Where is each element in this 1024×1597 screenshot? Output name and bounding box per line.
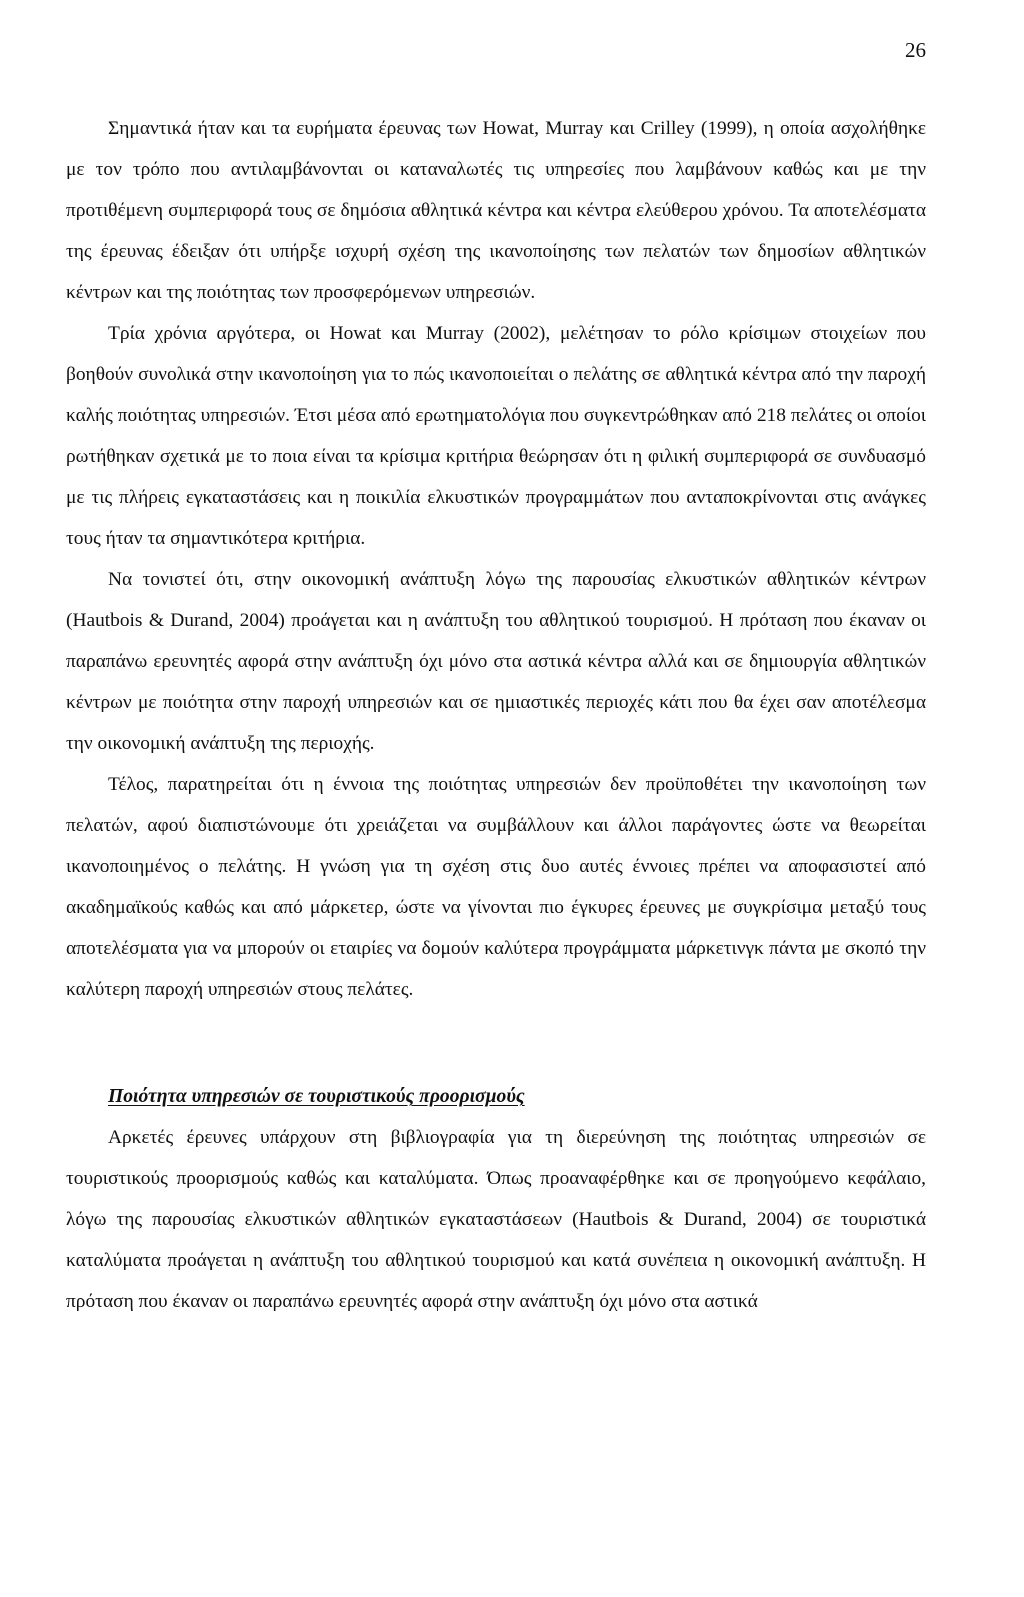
page-number: 26: [905, 38, 926, 62]
paragraph-economic-development: Να τονιστεί ότι, στην οικονομική ανάπτυξη λόγω της παρουσίας ελκυστικών αθλητικών κέντρων (Hautbois & Durand, 2004) προάγεται και η ανάπτυξη του αθλητικού τουρισμού. Η πρόταση που έκαναν οι παραπάνω ερευνητές αφορά στην ανάπτυξη όχι μόνο στα αστικά κέντρα αλλά και σε δημιουργία αθλητικών κέντρων με ποιότητα στην παροχή υπηρεσιών και σε ημιαστικές περιοχές κάτι που θα έχει σαν αποτέλεσμα την οικονομική ανάπτυξη της περιοχής.: [66, 569, 926, 754]
paragraph-howat-murray-2002: Τρία χρόνια αργότερα, οι Howat και Murray (2002), μελέτησαν το ρόλο κρίσιμων στοιχείων που βοηθούν συνολικά στην ικανοποίηση για το πώς ικανοποιείται ο πελάτης σε αθλητικά κέντρα από την παροχή καλής ποιότητας υπηρεσιών. Έτσι μέσα από ερωτηματολόγια που συγκεντρώθηκαν από 218 πελάτες οι οποίοι ρωτήθηκαν σχετικά με το ποια είναι τα κρίσιμα κριτήρια θεώρησαν ότι η φιλική συμπεριφορά σε συνδυασμό με τις πλήρεις εγκαταστάσεις και η ποικιλία ελκυστικών προγραμμάτων που ανταποκρίνονται στις ανάγκες τους ήταν τα σημαντικότερα κριτήρια.: [66, 323, 926, 549]
paragraph-conclusion: Τέλος, παρατηρείται ότι η έννοια της ποιότητας υπηρεσιών δεν προϋποθέτει την ικανοποίηση των πελατών, αφού διαπιστώνουμε ότι χρειάζεται να συμβάλλουν και άλλοι παράγοντες ώστε να θεωρείται ικανοποιημένος ο πελάτης. Η γνώση για τη σχέση στις δυο αυτές έννοιες πρέπει να αποφασιστεί από ακαδημαϊκούς καθώς και από μάρκετερ, ώστε να γίνονται πιο έγκυρες έρευνες με συγκρίσιμα μεταξύ τους αποτελέσματα για να μπορούν οι εταιρίες να δομούν καλύτερα προγράμματα μάρκετινγκ πάντα με σκοπό την καλύτερη παροχή υπηρεσιών στους πελάτες.: [66, 774, 926, 1000]
paragraph-tourist-destinations: Αρκετές έρευνες υπάρχουν στη βιβλιογραφία για τη διερεύνηση της ποιότητας υπηρεσιών σε τουριστικούς προορισμούς καθώς και καταλύματα. Όπως προαναφέρθηκε και σε προηγούμενο κεφάλαιο, λόγω της παρουσίας ελκυστικών αθλητικών εγκαταστάσεων (Hautbois & Durand, 2004) σε τουριστικά καταλύματα προάγεται η ανάπτυξη του αθλητικού τουρισμού και κατά συνέπεια η οικονομική ανάπτυξη. Η πρόταση που έκαναν οι παραπάνω ερευνητές αφορά στην ανάπτυξη όχι μόνο στα αστικά: [66, 1127, 926, 1312]
document-body: [66, 108, 926, 1322]
paragraph-howat-murray-crilley: Σημαντικά ήταν και τα ευρήματα έρευνας των Howat, Murray και Crilley (1999), η οποία ασχολήθηκε με τον τρόπο που αντιλαμβάνονται οι καταναλωτές τις υπηρεσίες που λαμβάνουν καθώς και με την προτιθέμενη συμπεριφορά τους σε δημόσια αθλητικά κέντρα και κέντρα ελεύθερου χρόνου. Τα αποτελέσματα της έρευνας έδειξαν ότι υπήρξε ισχυρή σχέση της ικανοποίησης των πελατών των δημοσίων αθλητικών κέντρων και της ποιότητας των προσφερόμενων υπηρεσιών.: [66, 118, 926, 303]
section-heading: Ποιότητα υπηρεσιών σε τουριστικούς προορισμούς: [108, 1086, 525, 1107]
